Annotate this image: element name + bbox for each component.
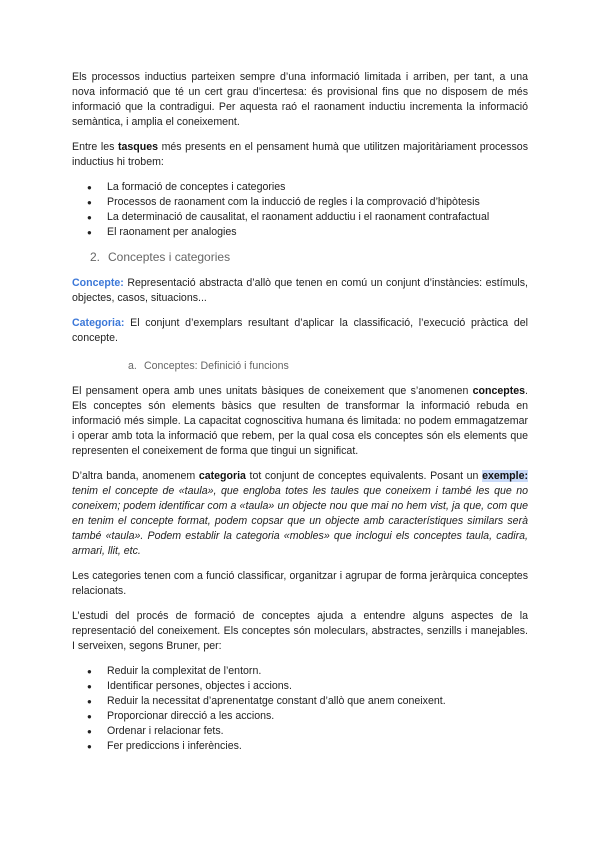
subsection-number: a. (128, 360, 137, 372)
text-run: Entre les (72, 141, 118, 153)
text-run: D’altra banda, anomenem (72, 470, 199, 482)
definition-categoria (72, 316, 528, 346)
paragraph-bruner: L’estudi del procés de formació de conceptes ajuda a entendre alguns aspectes de la representació del coneixement. Els conceptes són moleculars, abstractes, senzills i manejables. I serveixen, segons Bruner, per: (72, 610, 528, 652)
text-run: tot conjunt de conceptes equivalents. Posant un (245, 470, 483, 482)
list-item: ● Fer prediccions i inferències. (72, 739, 528, 754)
list-item: ● Processos de raonament com la inducció de regles i la comprovació d’hipòtesis (72, 195, 528, 210)
paragraph-categories-function: Les categories tenen com a funció classificar, organitzar i agrupar de forma jeràrquica conceptes relacionats. (72, 570, 528, 597)
definition-text: Representació abstracta d’allò que tenen en comú un conjunt d’instàncies: estímuls, objectes, casos, situacions... (72, 277, 528, 304)
highlighted-example-label: exemple: (482, 470, 528, 482)
paragraph-categoria-example (72, 469, 528, 559)
bullet-list-bruner (72, 664, 528, 754)
text-run: més presents en el pensament humà que utilitzen majoritàriament processos inductius hi trobem: (72, 141, 528, 168)
term-concepte: Concepte: (72, 277, 124, 289)
list-item: ● El raonament per analogies (72, 225, 528, 240)
list-item: ● Ordenar i relacionar fets. (72, 724, 528, 739)
bold-term-tasques: tasques (117, 141, 159, 153)
list-item: ● Proporcionar direcció a les accions. (72, 709, 528, 724)
section-title: Conceptes i categories (108, 250, 231, 264)
list-item: ● La formació de conceptes i categories (72, 180, 528, 195)
paragraph-conceptes (72, 384, 528, 459)
subsection-title: Conceptes: Definició i funcions (144, 360, 289, 372)
paragraph-inductive-processes: Els processos inductius parteixen sempre d’una informació limitada i arriben, per tant, a una nova informació que té un cert grau d’incertesa: és provisional fins que no disposem de més informació que la contradigui. Per aquesta raó el raonament inductiu incrementa la informació semàntica, i amplia el coneixement. (72, 71, 528, 128)
list-item: ● La determinació de causalitat, el raonament adductiu i el raonament contrafactual (72, 210, 528, 225)
bullet-list-tasks (72, 180, 528, 240)
subsection-heading (72, 358, 528, 374)
text-run: El pensament opera amb unes unitats bàsiques de coneixement que s’anomenen (72, 385, 473, 397)
section-heading (72, 248, 528, 266)
bold-term-conceptes: conceptes (472, 385, 526, 397)
term-categoria: Categoria: (72, 317, 125, 329)
definition-concepte (72, 276, 528, 306)
list-item: ● Identificar persones, objectes i accions. (72, 679, 528, 694)
italic-example-text: tenim el concepte de «taula», que engloba totes les taules que coneixem i també les que no coneixem; podem identificar com a «taula» un objecte nou que mai no hem vist, ja que, com que en tenim el concepte format, podem copsar que un objecte amb característiques similars serà també «taula». Podem establir la categoria «mobles» que inclogui els conceptes taula, cadira, armari, llit, etc. (72, 485, 528, 557)
list-item: ● Reduir la necessitat d’aprenentatge constant d’allò que anem coneixent. (72, 694, 528, 709)
text-run: . Els conceptes són elements bàsics que resulten de transformar la informació rebuda en informació més simple. La capacitat cognoscitiva humana és limitada: no podem emmagatzemar i operar amb tota la informació que rebem, per la qual cosa els conceptes són els elements que representen el coneixement de forma que tingui un significat. (72, 385, 528, 457)
definition-text: El conjunt d’exemplars resultant d’aplicar la classificació, l’execució pràctica del concepte. (72, 317, 528, 344)
document-body (72, 70, 528, 754)
bold-term-categoria: categoria (198, 470, 246, 482)
section-number: 2. (90, 250, 101, 264)
list-item: ● Reduir la complexitat de l’entorn. (72, 664, 528, 679)
paragraph-tasks (72, 140, 528, 170)
